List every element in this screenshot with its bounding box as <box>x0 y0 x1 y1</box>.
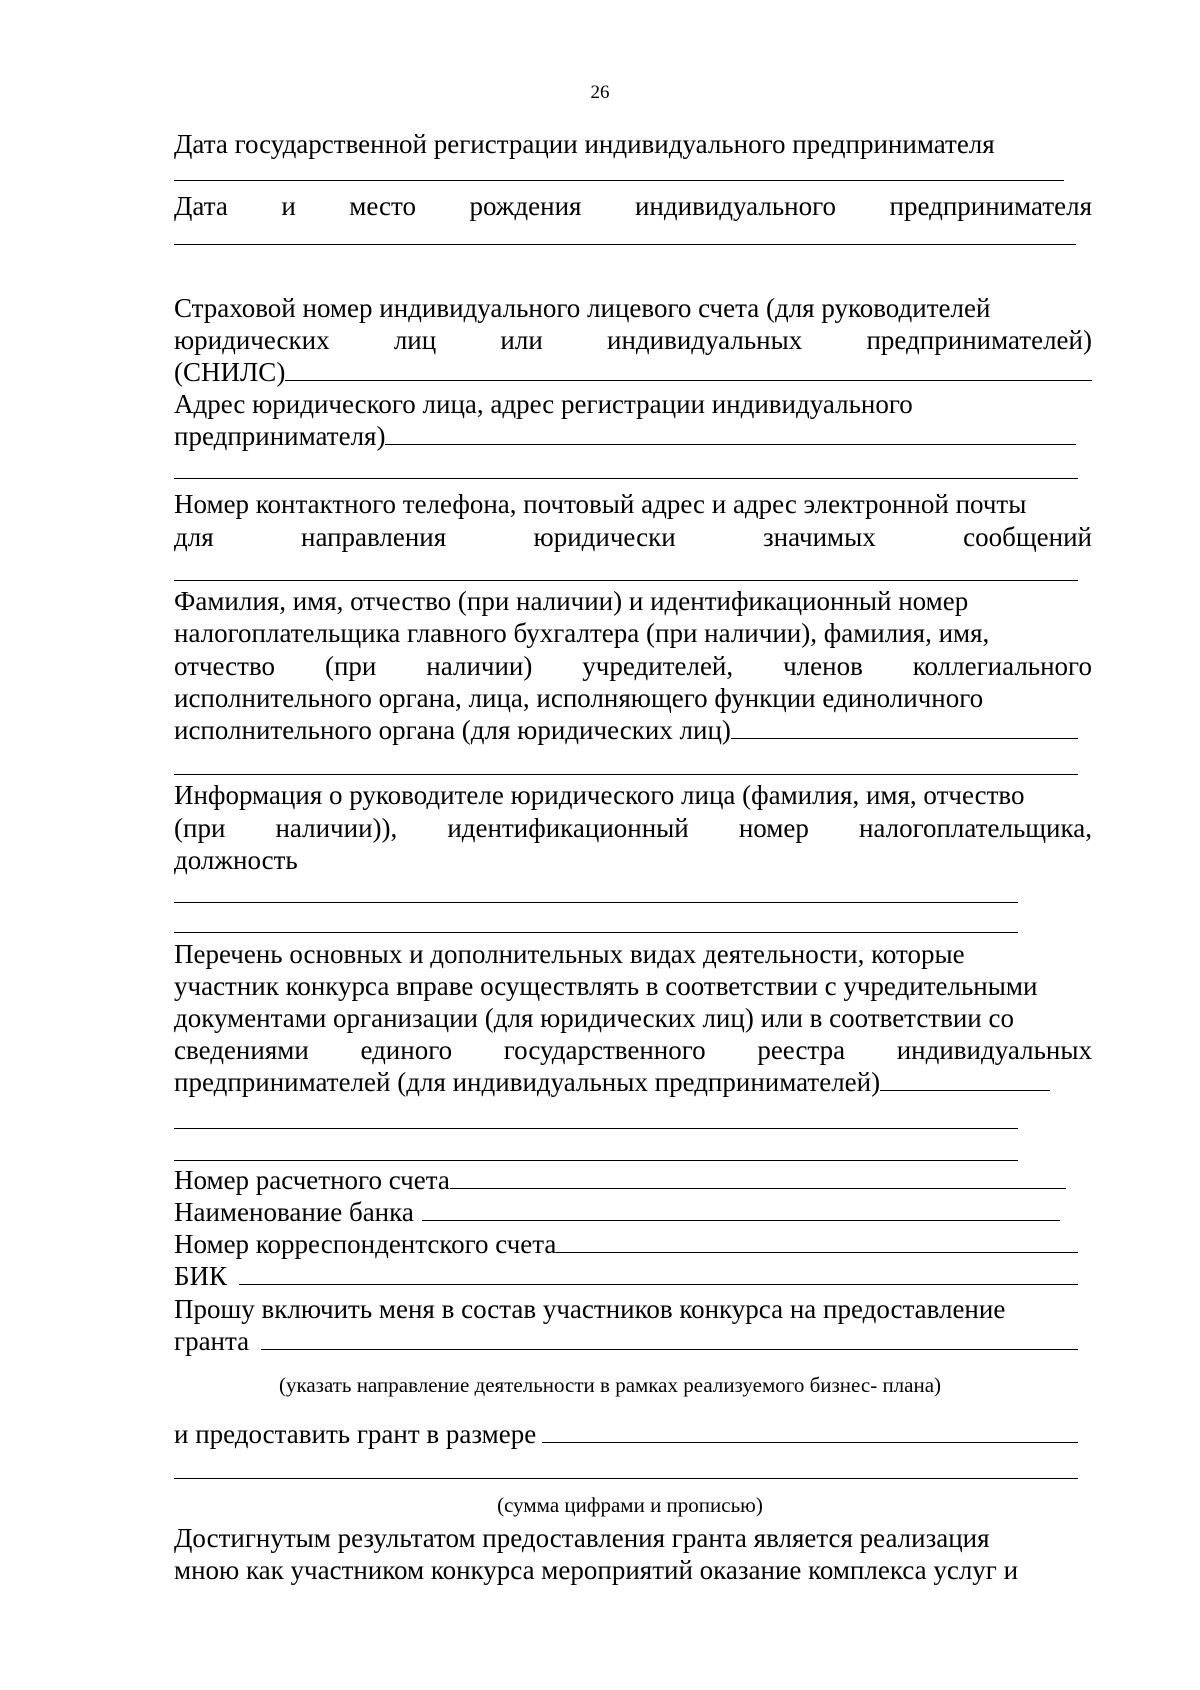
request-label-end: гранта <box>174 1326 250 1356</box>
activity-label-line5 <box>174 1066 1050 1098</box>
address-field-line[interactable] <box>385 422 1076 445</box>
bank-field-line[interactable] <box>422 1198 1060 1221</box>
grant-amount-field-line2[interactable] <box>174 1478 1078 1479</box>
founders-word: наличии) <box>426 651 533 681</box>
result-line2: мною как участником конкурса мероприятий оказание комплекса услуг и <box>174 1555 1019 1585</box>
snils-abbr: (СНИЛС) <box>174 357 286 387</box>
direction-caption: (указать направление деятельности в рамках реализуемого бизнес- плана) <box>278 1373 942 1397</box>
founders-label-line3 <box>174 650 1092 682</box>
reg-date-field-line[interactable] <box>174 180 1064 181</box>
grant-amount-row <box>174 1418 1078 1450</box>
snils-field-line[interactable] <box>285 358 1092 381</box>
address-label-line1: Адрес юридического лица, адрес регистрации индивидуального <box>174 389 913 419</box>
snils-label-line1: Страховой номер индивидуального лицевого счета (для руководителей <box>174 293 991 323</box>
bik-label: БИК <box>174 1261 228 1291</box>
head-label-line2 <box>174 812 1092 844</box>
activity-label-line2: участник конкурса вправе осуществлять в соответствии с учредительными <box>174 971 1038 1001</box>
head-label-line1: Информация о руководителе юридического лица (фамилия, имя, отчество <box>174 780 1025 810</box>
activity-word: реестра <box>757 1035 846 1065</box>
request-label-line2 <box>174 1325 1078 1357</box>
corr-account-field-line[interactable] <box>556 1230 1078 1253</box>
snils-word: или <box>500 325 543 355</box>
contact-word: значимых <box>763 522 876 552</box>
snils-word: индивидуальных <box>607 325 803 355</box>
head-word: наличии)), <box>275 813 398 843</box>
activity-word: сведениями <box>174 1035 309 1065</box>
bank-label: Наименование банка <box>174 1197 414 1227</box>
direction-field-line[interactable] <box>261 1327 1078 1350</box>
snils-word: юридических <box>174 325 330 355</box>
head-word: номер <box>738 813 809 843</box>
founders-label-line1: Фамилия, имя, отчество (при наличии) и идентификационный номер <box>174 586 969 616</box>
corr-account-label: Номер корреспондентского счета <box>174 1229 557 1259</box>
birth-word: индивидуального <box>634 191 837 221</box>
grant-amount-field-line[interactable] <box>542 1420 1078 1443</box>
bank-row <box>174 1196 1060 1228</box>
address-field-line2[interactable] <box>174 478 1078 479</box>
birth-word: рождения <box>469 191 582 221</box>
bik-row <box>174 1260 1078 1292</box>
head-word: (при <box>174 813 226 843</box>
founders-word: (при <box>324 651 377 681</box>
snils-label-line3 <box>174 356 1092 388</box>
snils-label-line2 <box>174 324 1092 356</box>
bik-field-line[interactable] <box>239 1262 1078 1285</box>
account-field-line[interactable] <box>450 1166 1066 1189</box>
founders-label-line5 <box>174 714 1078 746</box>
activity-label-line4 <box>174 1034 1092 1066</box>
head-word: идентификационный <box>447 813 689 843</box>
founders-label-line4: исполнительного органа, лица, исполняющего функции единоличного <box>174 683 984 713</box>
snils-word: предпринимателей) <box>866 325 1092 355</box>
corr-account-row <box>174 1228 1078 1260</box>
snils-word: лиц <box>393 325 437 355</box>
founders-word: членов <box>783 651 863 681</box>
contact-word: юридически <box>533 522 676 552</box>
grant-amount-label: и предоставить грант в размере <box>174 1419 537 1449</box>
birth-word: и <box>281 191 296 221</box>
head-label-line3: должность <box>174 845 298 875</box>
address-label-end: предпринимателя) <box>174 421 386 451</box>
account-label: Номер расчетного счета <box>174 1165 450 1195</box>
request-label-line1: Прошу включить меня в состав участников конкурса на предоставление <box>174 1294 1006 1324</box>
founders-word: отчество <box>174 651 276 681</box>
reg-date-label: Дата государственной регистрации индивидуального предпринимателя <box>174 129 995 159</box>
head-word: налогоплательщика, <box>858 813 1092 843</box>
contact-label-line2 <box>174 521 1092 553</box>
birth-field-line[interactable] <box>174 244 1076 245</box>
founders-field-line[interactable] <box>731 716 1078 739</box>
activity-field-line[interactable] <box>880 1068 1050 1091</box>
birth-word: место <box>349 191 416 221</box>
activity-field-line3[interactable] <box>174 1160 1018 1161</box>
activity-label-line1: Перечень основных и дополнительных видах деятельности, которые <box>174 939 965 969</box>
contact-word: сообщений <box>963 522 1092 552</box>
birth-word: предпринимателя <box>889 191 1092 221</box>
head-field-line1[interactable] <box>174 902 1018 903</box>
activity-label-line3: документами организации (для юридических лиц) или в соответствии со <box>174 1003 1014 1033</box>
page-number: 26 <box>590 82 610 103</box>
activity-word: единого <box>360 1035 453 1065</box>
activity-field-line2[interactable] <box>174 1128 1018 1129</box>
founders-word: коллегиального <box>912 651 1092 681</box>
contact-field-line[interactable] <box>174 580 1078 581</box>
founders-label-line2: налогоплательщика главного бухгалтера (при наличии), фамилия, имя, <box>174 618 990 648</box>
founders-label-end: исполнительного органа (для юридических лиц) <box>174 715 731 745</box>
account-row <box>174 1164 1066 1196</box>
result-line1: Достигнутым результатом предоставления гранта является реализация <box>174 1523 990 1553</box>
birth-label <box>174 190 1092 222</box>
contact-word: для <box>174 522 214 552</box>
activity-word: индивидуальных <box>896 1035 1092 1065</box>
birth-word: Дата <box>174 191 228 221</box>
contact-label-line1: Номер контактного телефона, почтовый адрес и адрес электронной почты <box>174 489 1027 519</box>
head-field-line2[interactable] <box>174 932 1018 933</box>
address-label-line2 <box>174 420 1076 452</box>
founders-word: учредителей, <box>582 651 734 681</box>
amount-caption: (сумма цифрами и прописью) <box>497 1493 763 1517</box>
activity-label-end: предпринимателей (для индивидуальных предпринимателей) <box>174 1067 881 1097</box>
founders-field-line2[interactable] <box>174 774 1078 775</box>
contact-word: направления <box>301 522 447 552</box>
activity-word: государственного <box>503 1035 706 1065</box>
